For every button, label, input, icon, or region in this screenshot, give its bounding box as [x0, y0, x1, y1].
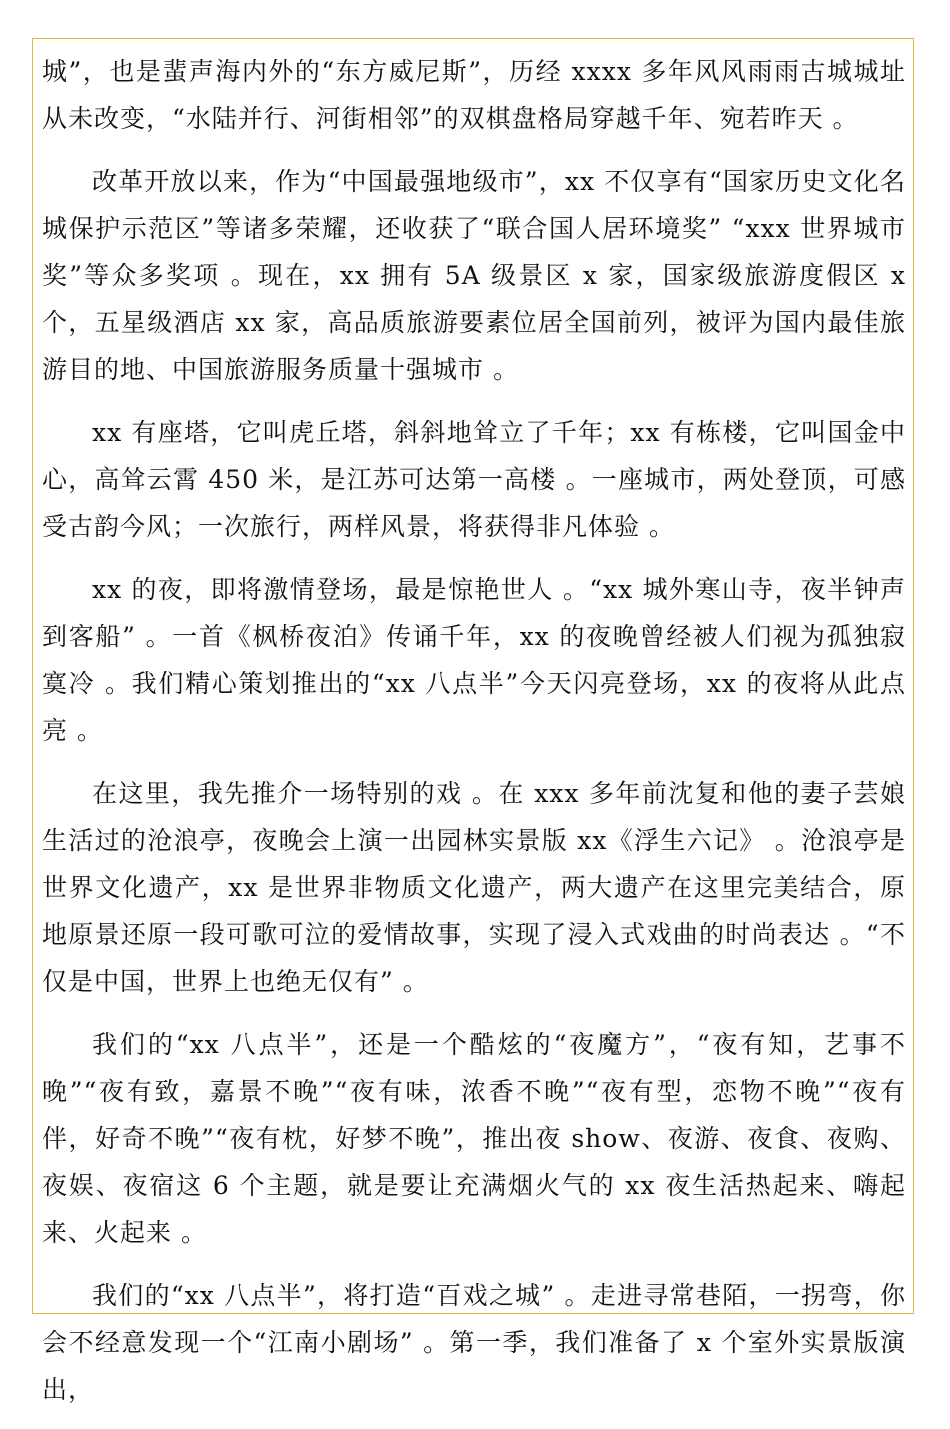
paragraph-reform-honors: 改革开放以来，作为“中国最强地级市”，xx 不仅享有“国家历史文化名城保护示范区”等诸多荣耀，还收获了“联合国人居环境奖” “xxx 世界城市奖”等众多奖项 。现在，xx 拥有 5A 级景区 x 家，国家级旅游度假区 x 个，五星级酒店 xx 家，高品质旅游要素位居全国前列，被评为国内最佳旅游目的地、中国旅游服务质量十强城市 。 — [42, 167, 906, 384]
paragraph-night-cube: 我们的“xx 八点半”，还是一个酷炫的“夜魔方”，“夜有知，艺事不晚”“夜有致，嘉景不晚”“夜有味，浓香不晚”“夜有型，恋物不晚”“夜有伴，好奇不晚”“夜有枕，好梦不晚”，推出夜 show、夜游、夜食、夜购、夜娱、夜宿这 6 个主题，就是要让充满烟火气的 xx 夜生活热起来、嗨起来、火起来 。 — [42, 1030, 906, 1247]
document-body — [42, 48, 906, 1429]
paragraph-tower-and-building: xx 有座塔，它叫虎丘塔，斜斜地耸立了千年；xx 有栋楼，它叫国金中心，高耸云霄 450 米，是江苏可达第一高楼 。一座城市，两处登顶，可感受古韵今风；一次旅行，两样风景，将获得非凡体验 。 — [42, 418, 906, 541]
paragraph-special-opera: 在这里，我先推介一场特别的戏 。在 xxx 多年前沈复和他的妻子芸娘生活过的沧浪亭，夜晚会上演一出园林实景版 xx《浮生六记》 。沧浪亭是世界文化遗产，xx 是世界非物质文化遗产，两大遗产在这里完美结合，原地原景还原一段可歌可泣的爱情故事，实现了浸入式戏曲的时尚表达 。“不仅是中国，世界上也绝无仅有” 。 — [42, 779, 906, 996]
paragraph-hundred-plays-city: 我们的“xx 八点半”，将打造“百戏之城” 。走进寻常巷陌，一拐弯，你会不经意发现一个“江南小剧场” 。第一季，我们准备了 x 个室外实景版演出， — [42, 1281, 906, 1404]
paragraph-night-debut: xx 的夜，即将激情登场，最是惊艳世人 。“xx 城外寒山寺，夜半钟声到客船” 。一首《枫桥夜泊》传诵千年，xx 的夜晚曾经被人们视为孤独寂寞冷 。我们精心策划推出的“xx 八点半”今天闪亮登场，xx 的夜将从此点亮 。 — [42, 575, 906, 745]
paragraph-intro-continuation: 城”，也是蜚声海内外的“东方威尼斯”，历经 xxxx 多年风风雨雨古城城址从未改变，“水陆并行、河街相邻”的双棋盘格局穿越千年、宛若昨天 。 — [42, 57, 906, 133]
